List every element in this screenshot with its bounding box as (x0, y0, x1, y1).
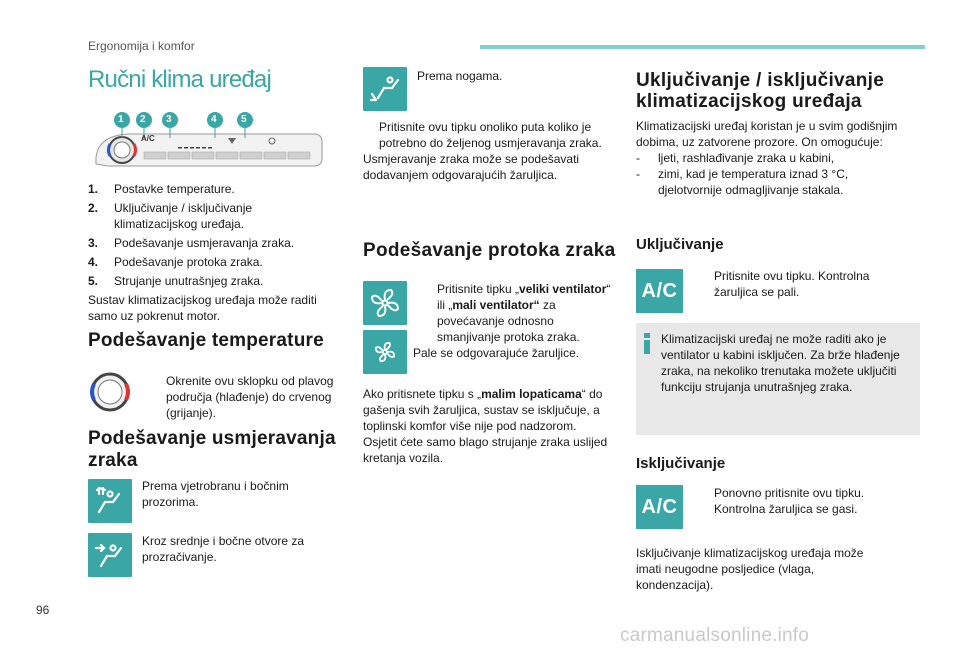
legend-list (88, 181, 328, 324)
callout-3: 3 (166, 114, 172, 125)
flow-instruction: Pritisnite tipku „veliki ventilator“ ili „mali ventilator“ za povećavanje odnosno smanjivanje protoka zraka. (417, 281, 617, 345)
windscreen-direction-icon (88, 479, 132, 523)
engine-note: Sustav klimatizacijskog uređaja može raditi samo uz pokrenut motor. (88, 293, 317, 323)
center-vents-text: Kroz srednje i bočne otvore za prozračivanje. (142, 534, 305, 564)
header-accent-bar (480, 45, 925, 49)
windscreen-text: Prema vjetrobranu i bočnim prozorima. (142, 479, 289, 509)
list-item: - zimi, kad je temperatura iznad 3 °C, djelotvornije odmagljivanje stakala. (636, 167, 849, 197)
callout-1: 1 (118, 114, 124, 125)
list-item: 1. Postavke temperature. (88, 182, 235, 196)
list-item: 3. Podešavanje usmjeravanja zraka. (88, 236, 295, 250)
callout-2: 2 (140, 114, 146, 125)
on-heading: Uključivanje (636, 236, 724, 253)
off-heading: Isključivanje (636, 455, 726, 472)
bullet-icon (694, 268, 714, 300)
big-fan-icon (363, 281, 407, 325)
list-item: 5. Strujanje unutrašnjeg zraka. (88, 274, 264, 288)
direction-heading: Podešavanje usmjeravanja zraka (88, 428, 336, 471)
temperature-heading: Podešavanje temperature (88, 330, 324, 351)
small-fan-icon (363, 330, 407, 374)
center-vents-icon (88, 533, 132, 577)
feet-text: Prema nogama. (417, 69, 503, 83)
temperature-instruction: Okrenite ovu sklopku od plavog područja (hlađenje) do crvenog (grijanje). (142, 373, 342, 421)
list-item: - ljeti, rashlađivanje zraka u kabini, (636, 151, 835, 165)
on-instruction: Pritisnite ovu tipku. Kontrolna žaruljica se pali. (694, 268, 894, 300)
small-fan-warning: Ako pritisnete tipku s „malim lopaticama“ do gašenja svih žaruljica, sustav se isključuje, a toplinski komfor više nije pod nadzorom. Osjetit ćete samo blago strujanje zraka uslijed kretanja vozila. (363, 387, 608, 465)
off-note: Isključivanje klimatizacijskog uređaja može imati neugodne posljedice (vlaga, kondenzacija). (636, 546, 864, 592)
bullet-icon (363, 119, 379, 151)
temperature-knob-icon (88, 370, 132, 414)
flow-lights-text: Pale se odgovarajuće žaruljice. (413, 346, 580, 360)
list-item: 4. Podešavanje protoka zraka. (88, 255, 263, 269)
direction-instructions: Pritisnite ovu tipku onoliko puta koliko je potrebno do željenog usmjeravanja zraka. Usmjeravanje zraka može se podešavati dodavanjem odgovarajućih žaruljica. (363, 120, 602, 182)
callout-5: 5 (241, 114, 247, 125)
off-instruction: Ponovno pritisnite ovu tipku. Kontrolna žaruljica se gasi. (694, 485, 894, 517)
ac-onoff-heading: Uključivanje / isključivanje klimatizacijskog uređaja (636, 70, 885, 112)
flow-heading: Podešavanje protoka zraka (363, 240, 616, 261)
info-icon (644, 333, 650, 354)
ac-on-button-icon: A/C (636, 269, 683, 313)
ac-off-button-icon: A/C (636, 485, 683, 529)
bullet-icon (417, 281, 437, 345)
panel-ac-label: A/C (141, 134, 155, 143)
page-number: 96 (36, 603, 50, 617)
bullet-icon (142, 373, 166, 421)
info-box (636, 323, 920, 435)
callout-4: 4 (211, 114, 217, 125)
section-header: Ergonomija i komfor (88, 39, 195, 53)
control-panel-illustration (88, 108, 326, 176)
feet-direction-icon (363, 67, 407, 111)
watermark: carmanualsonline.info (620, 625, 810, 646)
bullet-icon (694, 485, 714, 517)
info-text: Klimatizacijski uređaj ne može raditi ako je ventilator u kabini isključen. Za brže hlađenje zraka, na nekoliko trenutaka možete uključiti funkciju strujanja unutrašnjeg zraka. (661, 332, 900, 394)
ac-intro: Klimatizacijski uređaj koristan je u svim godišnjim dobima, uz zatvorene prozore. On omogućuje: - ljeti, rashlađivanje zraka u kabini, - zimi, kad je temperatura iznad 3 °C, djelotvornije odmagljivanje stakala. (636, 118, 901, 198)
list-item: 2. Uključivanje / isključivanje klimatizacijskog uređaja. (88, 201, 253, 231)
page-title: Ručni klima uređaj (88, 66, 272, 93)
